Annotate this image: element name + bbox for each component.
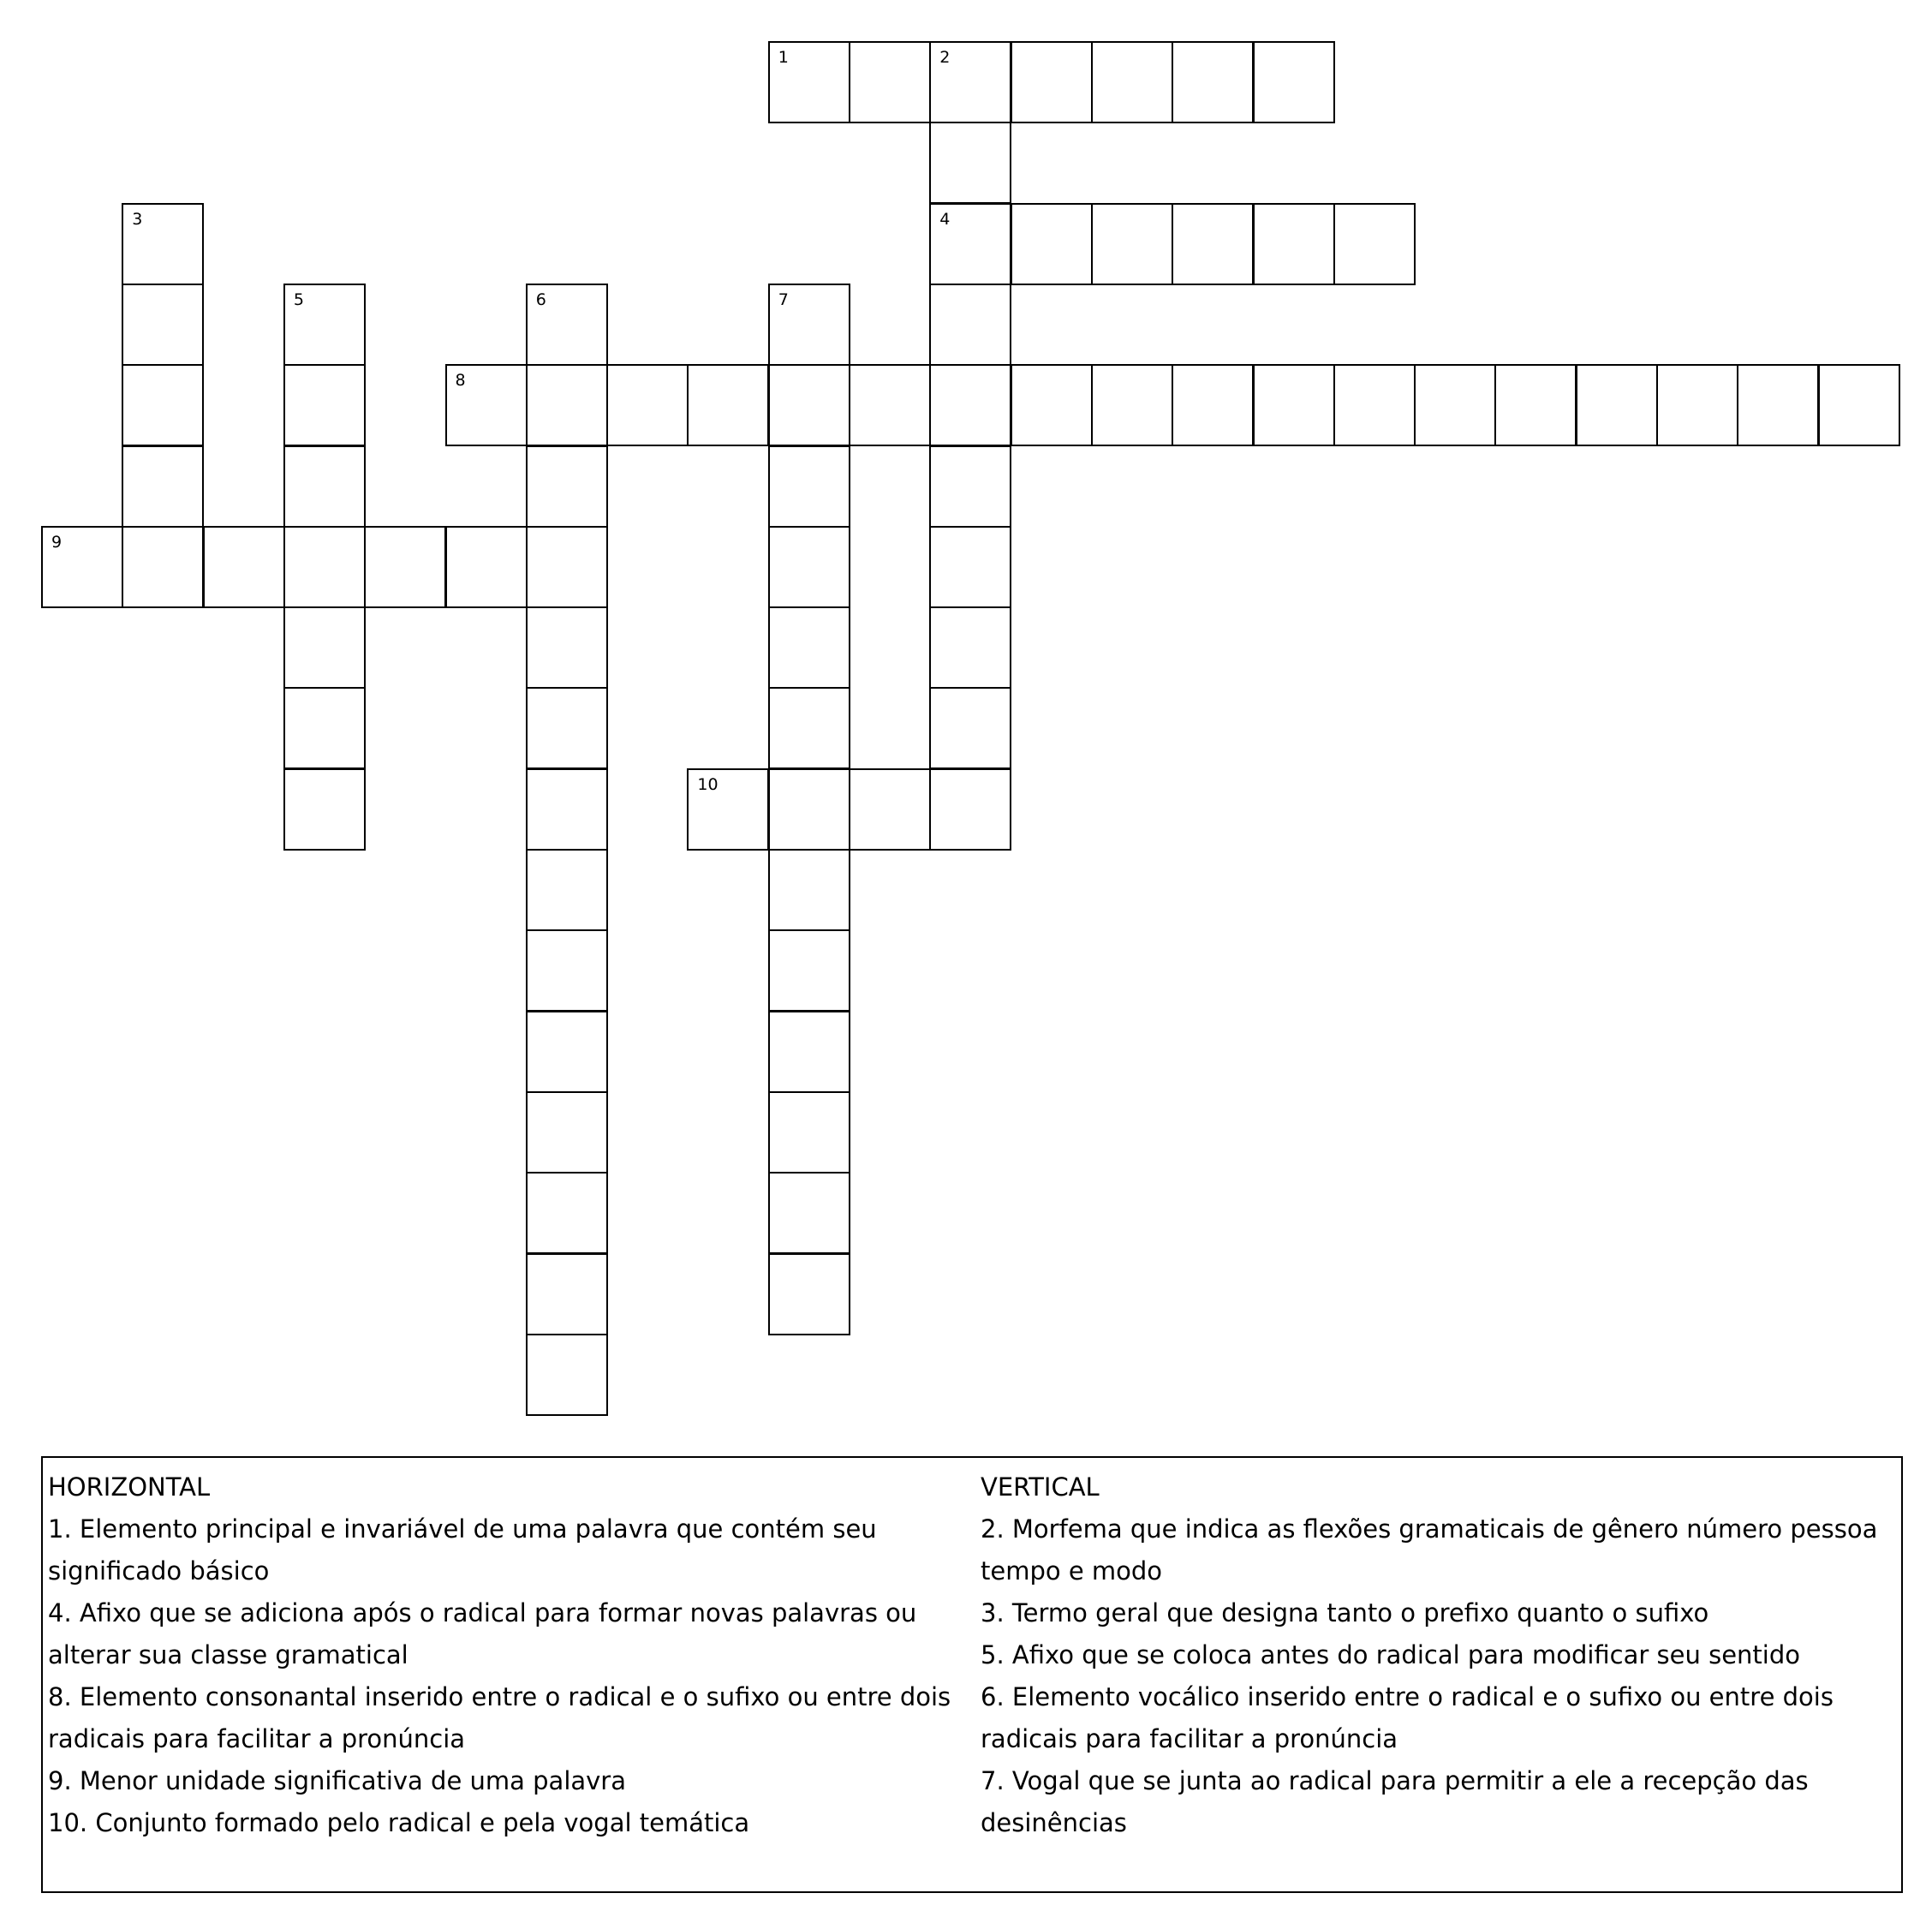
crossword-cell[interactable] <box>1737 364 1819 446</box>
crossword-cell[interactable] <box>929 606 1011 689</box>
crossword-cell[interactable] <box>526 526 608 608</box>
crossword-cell[interactable] <box>768 929 850 1012</box>
crossword-cell[interactable] <box>526 1253 608 1335</box>
crossword-cell[interactable] <box>687 768 769 851</box>
vertical-clues <box>981 1466 1901 1844</box>
crossword-cell[interactable] <box>1172 203 1254 285</box>
crossword-cell[interactable] <box>203 526 285 608</box>
clue-v-3: 3. Termo geral que designa tanto o prefixo quanto o sufixo <box>981 1598 1709 1627</box>
crossword-cell[interactable] <box>283 284 366 366</box>
crossword-cell[interactable] <box>445 364 528 446</box>
clues-box <box>41 1456 1903 1893</box>
crossword-cell[interactable] <box>1333 364 1416 446</box>
crossword-cell[interactable] <box>283 687 366 769</box>
crossword-cell[interactable] <box>1818 364 1900 446</box>
clue-number: 9 <box>51 532 63 552</box>
horizontal-clues <box>48 1466 977 1844</box>
crossword-cell[interactable] <box>929 41 1011 123</box>
clue-number: 7 <box>778 290 789 309</box>
clue-number: 4 <box>939 209 951 229</box>
crossword-cell[interactable] <box>526 687 608 769</box>
crossword-cell[interactable] <box>526 1172 608 1254</box>
crossword-cell[interactable] <box>1656 364 1738 446</box>
crossword-cell[interactable] <box>929 203 1011 285</box>
clue-h-9: 9. Menor unidade significativa de uma palavra <box>48 1766 627 1795</box>
crossword-cell[interactable] <box>768 687 850 769</box>
crossword-cell[interactable] <box>929 284 1011 366</box>
crossword-cell[interactable] <box>768 284 850 366</box>
crossword-cell[interactable] <box>1172 41 1254 123</box>
crossword-cell[interactable] <box>283 606 366 689</box>
clue-number: 1 <box>778 48 789 67</box>
clue-v-7: 7. Vogal que se junta ao radical para permitir a ele a recepção das desinências <box>981 1766 1809 1837</box>
crossword-cell[interactable] <box>929 526 1011 608</box>
crossword-cell[interactable] <box>929 122 1011 204</box>
crossword-cell[interactable] <box>1011 41 1093 123</box>
crossword-cell[interactable] <box>606 364 689 446</box>
crossword-cell[interactable] <box>1576 364 1658 446</box>
crossword-cell[interactable] <box>1414 364 1496 446</box>
crossword-cell[interactable] <box>1333 203 1416 285</box>
crossword-cell[interactable] <box>1253 364 1335 446</box>
crossword-cell[interactable] <box>849 41 931 123</box>
clue-number: 3 <box>132 209 143 229</box>
crossword-cell[interactable] <box>768 41 850 123</box>
crossword-cell[interactable] <box>526 849 608 931</box>
clue-number: 5 <box>293 290 304 309</box>
crossword-cell[interactable] <box>768 768 850 851</box>
crossword-cell[interactable] <box>283 768 366 851</box>
clue-number: 2 <box>939 48 951 67</box>
crossword-cell[interactable] <box>849 364 931 446</box>
crossword-cell[interactable] <box>929 768 1011 851</box>
crossword-cell[interactable] <box>526 606 608 689</box>
crossword-cell[interactable] <box>526 929 608 1012</box>
crossword-cell[interactable] <box>526 1334 608 1416</box>
crossword-cell[interactable] <box>526 1091 608 1174</box>
crossword-cell[interactable] <box>122 203 204 285</box>
crossword-cell[interactable] <box>283 526 366 608</box>
clue-v-2: 2. Morfema que indica as flexões gramaticais de gênero número pessoa tempo e modo <box>981 1514 1878 1586</box>
crossword-cell[interactable] <box>122 445 204 528</box>
crossword-cell[interactable] <box>929 445 1011 528</box>
crossword-cell[interactable] <box>929 687 1011 769</box>
crossword-cell[interactable] <box>768 1091 850 1174</box>
crossword-cell[interactable] <box>526 768 608 851</box>
horizontal-heading: HORIZONTAL <box>48 1472 211 1502</box>
clue-h-10: 10. Conjunto formado pelo radical e pela vogal temática <box>48 1808 750 1837</box>
crossword-cell[interactable] <box>768 445 850 528</box>
crossword-cell[interactable] <box>1253 203 1335 285</box>
crossword-cell[interactable] <box>768 606 850 689</box>
crossword-cell[interactable] <box>768 849 850 931</box>
clue-h-4: 4. Afixo que se adiciona após o radical para formar novas palavras ou alterar sua classe gramatical <box>48 1598 917 1669</box>
vertical-heading: VERTICAL <box>981 1472 1100 1502</box>
crossword-cell[interactable] <box>1494 364 1577 446</box>
clue-h-8: 8. Elemento consonantal inserido entre o radical e o sufixo ou entre dois radicais para facilitar a pronúncia <box>48 1682 951 1753</box>
crossword-cell[interactable] <box>122 284 204 366</box>
crossword-cell[interactable] <box>1091 41 1173 123</box>
clue-h-1: 1. Elemento principal e invariável de uma palavra que contém seu significado básico <box>48 1514 877 1586</box>
crossword-cell[interactable] <box>1172 364 1254 446</box>
crossword-cell[interactable] <box>849 768 931 851</box>
crossword-cell[interactable] <box>526 364 608 446</box>
crossword-cell[interactable] <box>364 526 446 608</box>
crossword-cell[interactable] <box>122 526 204 608</box>
crossword-cell[interactable] <box>1011 203 1093 285</box>
clue-number: 10 <box>697 774 719 794</box>
clue-number: 8 <box>455 371 466 391</box>
crossword-cell[interactable] <box>768 1172 850 1254</box>
crossword-cell[interactable] <box>768 1253 850 1335</box>
crossword-cell[interactable] <box>283 364 366 446</box>
crossword-cell[interactable] <box>1091 203 1173 285</box>
clue-v-5: 5. Afixo que se coloca antes do radical para modificar seu sentido <box>981 1640 1800 1669</box>
crossword-cell[interactable] <box>1011 364 1093 446</box>
crossword-cell[interactable] <box>768 1011 850 1093</box>
crossword-cell[interactable] <box>929 364 1011 446</box>
crossword-cell[interactable] <box>445 526 528 608</box>
crossword-cell[interactable] <box>41 526 123 608</box>
crossword-cell[interactable] <box>526 284 608 366</box>
clue-number: 6 <box>535 290 546 309</box>
crossword-cell[interactable] <box>768 526 850 608</box>
crossword-cell[interactable] <box>768 364 850 446</box>
crossword-cell[interactable] <box>122 364 204 446</box>
crossword-cell[interactable] <box>1253 41 1335 123</box>
crossword-cell[interactable] <box>283 445 366 528</box>
crossword-cell[interactable] <box>687 364 769 446</box>
crossword-cell[interactable] <box>1091 364 1173 446</box>
crossword-cell[interactable] <box>526 1011 608 1093</box>
crossword-cell[interactable] <box>526 445 608 528</box>
clue-v-6: 6. Elemento vocálico inserido entre o radical e o sufixo ou entre dois radicais para facilitar a pronúncia <box>981 1682 1834 1753</box>
